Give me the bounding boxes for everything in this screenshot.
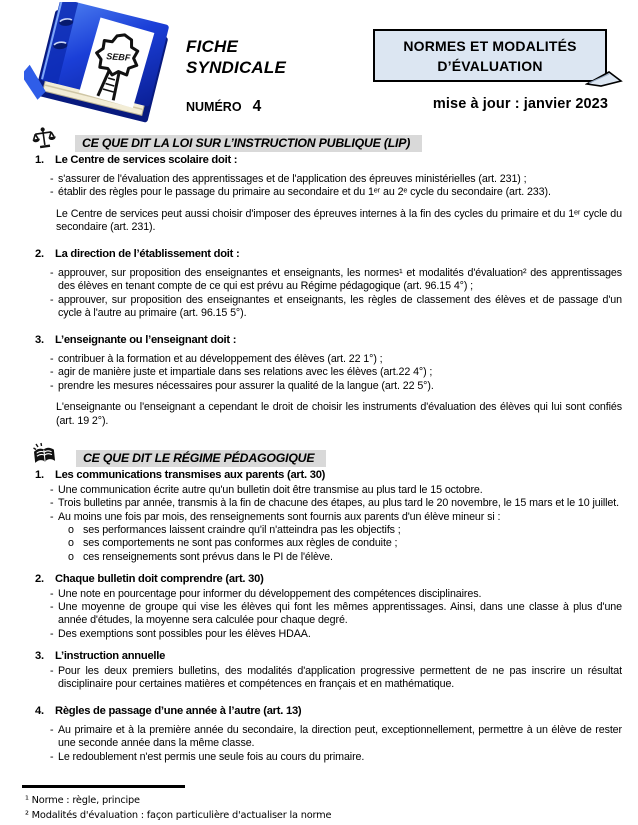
list-item-text: Une communication écrite autre qu'un bulletin doit être transmise au plus tard le 15 octobre. bbox=[58, 483, 483, 496]
list-item bbox=[50, 628, 622, 641]
page-title-line2: SYNDICALE bbox=[186, 58, 287, 77]
list-item bbox=[50, 173, 622, 186]
item-number: 1. bbox=[35, 469, 44, 482]
regime-item-3 bbox=[35, 650, 622, 691]
page-title bbox=[186, 36, 286, 78]
dash-marker: - bbox=[50, 366, 54, 379]
list-item bbox=[50, 294, 622, 321]
dash-marker: - bbox=[50, 379, 54, 392]
dash-marker: - bbox=[50, 723, 54, 736]
dash-marker: - bbox=[50, 510, 54, 523]
list-item bbox=[50, 484, 622, 497]
dash-marker: - bbox=[50, 186, 54, 199]
dash-marker: - bbox=[50, 750, 54, 763]
dash-marker: - bbox=[50, 497, 54, 510]
list-item-text: approuver, sur proposition des enseignantes et enseignants, les normes¹ et modalités d'évaluation² des apprentissages des élèves en tenant compte de ce qui est prévu au Régime pédagogique (art. 96.15 4°) ; bbox=[58, 266, 622, 293]
list-item-text: Trois bulletins par année, transmis à la fin de chacune des étapes, au plus tard le 20 novembre, le 15 mars et le 10 juillet. bbox=[58, 497, 619, 510]
dash-marker: - bbox=[50, 587, 54, 600]
list-item-text: Le redoublement n'est permis une seule fois au cours du primaire. bbox=[58, 750, 365, 763]
dash-marker: - bbox=[50, 627, 54, 640]
item-number: 4. bbox=[35, 705, 44, 718]
document-body bbox=[25, 124, 622, 823]
item-number: 1. bbox=[35, 154, 44, 167]
scales-icon bbox=[32, 127, 56, 155]
sub-list-item-text: ses performances laissent craindre qu'il n'atteindra pas les objectifs ; bbox=[83, 523, 401, 536]
list-item-text: s'assurer de l'évaluation des apprentissages et de l'application des épreuves ministérielles (art. 231) ; bbox=[58, 172, 527, 185]
sub-list-item-text: ces renseignements sont prévus dans le PI de l'élève. bbox=[83, 550, 333, 563]
regime-item-2 bbox=[35, 573, 622, 641]
sub-list-item bbox=[68, 551, 622, 564]
sub-list-item bbox=[68, 537, 622, 550]
page-fold-icon bbox=[585, 69, 623, 94]
list-item-text: Pour les deux premiers bulletins, des modalités d'application progressive permettent de ne pas inscrire un résultat disciplinaire pour certaines matières et compétences en français et en mathématique. bbox=[58, 664, 622, 690]
item-title: Les communications transmises aux parents (art. 30) bbox=[55, 469, 326, 482]
binder-icon bbox=[24, 2, 178, 126]
list-item-text: Des exemptions sont possibles pour les élèves HDAA. bbox=[58, 627, 311, 640]
list-item-text: agir de manière juste et impartiale dans ses relations avec les élèves (art.22 4°) ; bbox=[58, 366, 433, 379]
dash-marker: - bbox=[50, 352, 54, 365]
regime-item-1 bbox=[35, 469, 622, 564]
update-date: mise à jour : janvier 2023 bbox=[432, 96, 608, 112]
dash-marker: - bbox=[50, 600, 54, 613]
sub-list-item-text: ses comportements ne sont pas conformes aux règles de conduite ; bbox=[83, 537, 398, 550]
list-item bbox=[50, 724, 622, 751]
item-number: 2. bbox=[35, 573, 44, 586]
item-title: La direction de l’établissement doit : bbox=[55, 248, 240, 261]
subject-box-line1: NORMES ET MODALITÉS bbox=[403, 37, 577, 54]
section-lip-header bbox=[35, 124, 622, 152]
binder-logo bbox=[24, 2, 178, 126]
list-item bbox=[50, 588, 622, 601]
list-item-text: approuver, sur proposition des enseignantes et enseignants, les règles de classement des élèves et de passage d'un cycle à l'autre au primaire (art. 96.15 5°). bbox=[58, 293, 622, 320]
regime-item-4 bbox=[35, 705, 622, 764]
subject-box bbox=[373, 29, 607, 82]
list-item bbox=[50, 267, 622, 294]
dash-marker: - bbox=[50, 266, 54, 279]
open-book-icon bbox=[32, 442, 57, 470]
lip-item-1 bbox=[35, 154, 622, 234]
item-title: L’instruction annuelle bbox=[55, 650, 166, 663]
list-item-text: Une moyenne de groupe qui vise les élèves qui font les mêmes apprentissages. Ainsi, dans une classe à plus d'une année d'études, la moyenne sera calculée pour chaque degré. bbox=[58, 600, 622, 627]
paragraph: Le Centre de services peut aussi choisir d'imposer des épreuves internes à la fin des cycles du primaire et du 1ᵉʳ cycle du secondaire (art. 231). bbox=[56, 207, 622, 234]
paragraph: L'enseignante ou l'enseignant a cependant le droit de choisir les instruments d'évaluation des élèves qui lui sont confiés (art. 19 2°). bbox=[56, 401, 622, 427]
issue-number bbox=[186, 98, 261, 116]
lip-item-3 bbox=[35, 334, 622, 427]
circle-marker: o bbox=[68, 523, 74, 536]
section-lip-title: CE QUE DIT LA LOI SUR L’INSTRUCTION PUBLIQUE (LIP) bbox=[75, 135, 422, 152]
list-item bbox=[50, 751, 622, 764]
lip-item-2 bbox=[35, 248, 622, 320]
list-item bbox=[50, 665, 622, 692]
list-item-text: Au primaire et à la première année du secondaire, la direction peut, exceptionnellement, permettre à un élève de rester une seconde année dans la même classe. bbox=[58, 723, 622, 750]
item-title: Règles de passage d’une année à l’autre (art. 13) bbox=[55, 705, 302, 718]
dash-marker: - bbox=[50, 293, 54, 306]
section-regime-header bbox=[35, 439, 622, 467]
binder-logo-text: SEBF bbox=[106, 51, 131, 63]
list-item-text: Au moins une fois par mois, des renseignements sont fournis aux parents d'un élève mineur si : bbox=[58, 510, 501, 523]
footnote-divider bbox=[22, 785, 185, 788]
footnote-2: ² Modalités d'évaluation : façon particulière d'actualiser la norme bbox=[25, 810, 332, 822]
item-title: Chaque bulletin doit comprendre (art. 30) bbox=[55, 573, 264, 586]
list-item bbox=[50, 353, 622, 366]
footnote-1: ¹ Norme : règle, principe bbox=[25, 795, 140, 807]
subject-box-line2: D’ÉVALUATION bbox=[437, 57, 543, 74]
item-number: 3. bbox=[35, 334, 44, 347]
section-regime-title: CE QUE DIT LE RÉGIME PÉDAGOGIQUE bbox=[76, 450, 326, 467]
item-number: 2. bbox=[35, 248, 44, 261]
list-item bbox=[50, 380, 622, 393]
list-item bbox=[50, 366, 622, 379]
item-title: Le Centre de services scolaire doit : bbox=[55, 154, 238, 167]
list-item bbox=[50, 497, 622, 510]
list-item-text: prendre les mesures nécessaires pour assurer la qualité de la langue (art. 22 5°). bbox=[58, 379, 434, 392]
item-number: 3. bbox=[35, 650, 44, 663]
dash-marker: - bbox=[50, 483, 54, 496]
item-title: L’enseignante ou l’enseignant doit : bbox=[55, 334, 237, 347]
list-item-text: contribuer à la formation et au développement des élèves (art. 22 1°) ; bbox=[58, 352, 383, 365]
issue-number-value: 4 bbox=[252, 98, 262, 115]
dash-marker: - bbox=[50, 172, 54, 185]
list-item bbox=[50, 511, 622, 524]
dash-marker: - bbox=[50, 664, 54, 677]
issue-number-label: NUMÉRO bbox=[186, 100, 242, 114]
sub-list-item bbox=[68, 524, 622, 537]
list-item bbox=[50, 601, 622, 628]
page-title-line1: FICHE bbox=[186, 37, 238, 56]
circle-marker: o bbox=[68, 537, 74, 550]
list-item-text: Une note en pourcentage pour informer du développement des compétences disciplinaires. bbox=[58, 587, 482, 600]
circle-marker: o bbox=[68, 550, 74, 563]
list-item-text: établir des règles pour le passage du primaire au secondaire et du 1ᵉʳ au 2ᵉ cycle du secondaire (art. 233). bbox=[58, 186, 551, 199]
list-item bbox=[50, 186, 622, 199]
